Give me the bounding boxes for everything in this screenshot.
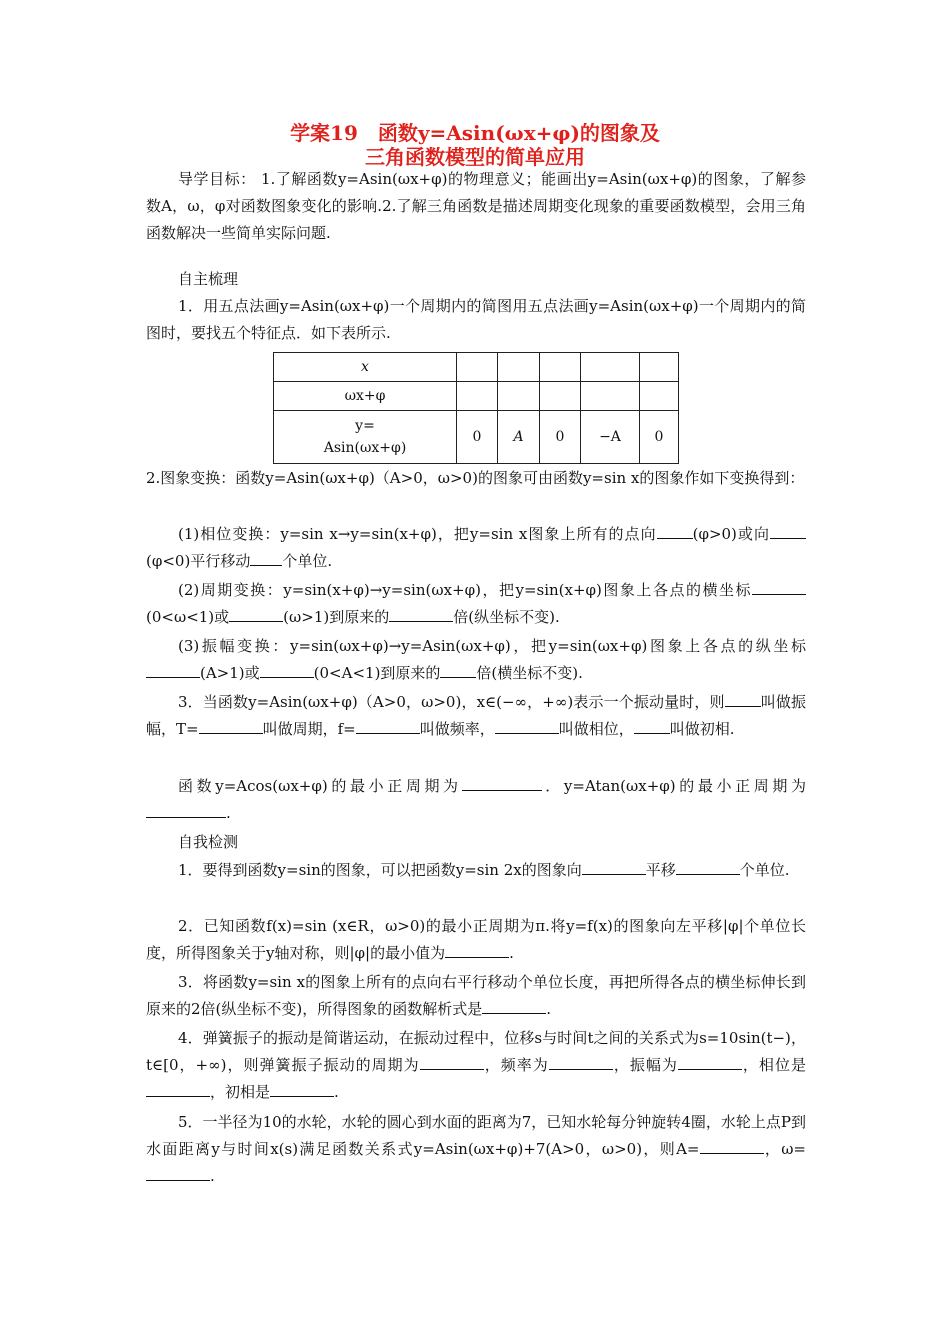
answer-blank[interactable] <box>770 523 806 539</box>
answer-blank[interactable] <box>676 859 740 875</box>
table-row <box>274 382 679 411</box>
answer-blank[interactable] <box>634 718 670 734</box>
five-point-table <box>273 352 679 464</box>
table-cell-y-value: 0 <box>457 411 498 464</box>
answer-blank[interactable] <box>752 579 806 595</box>
table-cell <box>640 353 679 382</box>
table-cell-y-value: −A <box>581 411 640 464</box>
item3-cos-paragraph: 函数y=Acos(ωx+φ)的最小正周期为 ．y=Atan(ωx+φ)的最小正周期为. <box>146 773 806 827</box>
question-4: 4．弹簧振子的振动是简谐运动，在振动过程中，位移s与时间t之间的关系式为s=10sin(t−)，t∈[0，+∞)，则弹簧振子振动的周期为 ，频率为 ，振幅为 ，相位是，初相是 . <box>146 1029 806 1101</box>
page-subtitle: 三角函数模型的简单应用 <box>365 145 585 169</box>
answer-blank[interactable] <box>482 998 546 1014</box>
table-cell <box>457 382 498 411</box>
answer-blank[interactable] <box>582 859 646 875</box>
question-5: 5．一半径为10的水轮，水轮的圆心到水面的距离为7，已知水轮每分钟旋转4圈，水轮上点P到水面距离y与时间x(s)满足函数关系式y=Asin(ωx+φ)+7(A>0，ω>0)，则A= ，ω=. <box>146 1113 806 1185</box>
table-cell-y-value: 0 <box>640 411 679 464</box>
objectives-label: 导学目标： <box>178 170 256 188</box>
item2-amplitude: (3)振幅变换：y=sin(ωx+φ)→y=Asin(ωx+φ)，把y=sin(ωx+φ)图象上各点的纵坐标(A>1)或 (0<A<1)到原来的 倍(横坐标不变). <box>146 633 806 687</box>
table-cell <box>540 382 581 411</box>
table-cell <box>498 353 540 382</box>
answer-blank[interactable] <box>725 691 761 707</box>
answer-blank[interactable] <box>700 1138 764 1154</box>
table-cell <box>581 353 640 382</box>
answer-blank[interactable] <box>260 662 314 678</box>
answer-blank[interactable] <box>146 1081 210 1097</box>
table-cell <box>498 382 540 411</box>
page-title: 学案19 函数y=Asin(ωx+φ)的图象及 <box>290 121 660 145</box>
answer-blank[interactable] <box>389 606 453 622</box>
answer-blank[interactable] <box>146 1165 210 1181</box>
question-1: 1．要得到函数y=sin的图象，可以把函数y=sin 2x的图象向 平移 个单位. <box>178 861 790 879</box>
item3-paragraph: 3．当函数y=Asin(ωx+φ)（A>0，ω>0)，x∈(−∞，+∞)表示一个振动量时，则 叫做振幅，T= 叫做周期，f= 叫做频率， 叫做相位， 叫做初相. <box>146 693 806 738</box>
table-cell-x: x <box>274 353 457 382</box>
section-heading-self-test: 自我检测 <box>178 833 239 851</box>
answer-blank[interactable] <box>657 523 693 539</box>
table-cell-y-value: 0 <box>540 411 581 464</box>
question-3: 3．将函数y=sin x的图象上所有的点向右平行移动个单位长度，再把所得各点的横坐标伸长到原来的2倍(纵坐标不变)，所得图象的函数解析式是 . <box>146 973 806 1018</box>
answer-blank[interactable] <box>356 718 420 734</box>
answer-blank[interactable] <box>420 1054 484 1070</box>
table-cell <box>540 353 581 382</box>
answer-blank[interactable] <box>250 550 282 566</box>
answer-blank[interactable] <box>445 942 509 958</box>
item2-period: (2)周期变换：y=sin(x+φ)→y=sin(ωx+φ)，把y=sin(x+φ)图象上各点的横坐标(0<ω<1)或 (ω>1)到原来的 倍(纵坐标不变). <box>146 577 806 631</box>
table-cell <box>581 382 640 411</box>
section-heading-review: 自主梳理 <box>178 270 239 288</box>
question-2: 2．已知函数f(x)=sin (x∈R，ω>0)的最小正周期为π.将y=f(x)的图象向左平移|φ|个单位长度，所得图象关于y轴对称，则|φ|的最小值为 . <box>146 917 806 962</box>
table-cell-y-value: A <box>498 411 540 464</box>
table-row <box>274 353 679 382</box>
answer-blank[interactable] <box>549 1054 613 1070</box>
table-cell-y: y= Asin(ωx+φ) <box>274 411 457 464</box>
answer-blank[interactable] <box>462 775 542 791</box>
answer-blank[interactable] <box>146 662 200 678</box>
table-row <box>274 411 679 464</box>
table-cell <box>640 382 679 411</box>
item1-paragraph: 1．用五点法画y=Asin(ωx+φ)一个周期内的简图用五点法画y=Asin(ωx+φ)一个周期内的简图时，要找五个特征点．如下表所示. <box>146 297 806 342</box>
objectives-paragraph <box>146 166 806 247</box>
table-cell <box>457 353 498 382</box>
item2-phase: (1)相位变换：y=sin x→y=sin(x+φ)，把y=sin x图象上所有的点向 (φ>0)或向(φ<0)平行移动 个单位. <box>146 521 806 575</box>
answer-blank[interactable] <box>678 1054 742 1070</box>
answer-blank[interactable] <box>229 606 283 622</box>
answer-blank[interactable] <box>440 662 476 678</box>
answer-blank[interactable] <box>199 718 263 734</box>
item2-intro: 2.图象变换：函数y=Asin(ωx+φ)（A>0，ω>0)的图象可由函数y=sin x的图象作如下变换得到： <box>146 469 805 487</box>
objectives-text: 1.了解函数y=Asin(ωx+φ)的物理意义；能画出y=Asin(ωx+φ)的图象，了解参数A，ω，φ对函数图象变化的影响.2.了解三角函数是描述周期变化现象的重要函数模型，会用三角函数解决一些简单实际问题. <box>146 170 806 242</box>
answer-blank[interactable] <box>495 718 559 734</box>
answer-blank[interactable] <box>270 1081 334 1097</box>
answer-blank[interactable] <box>146 802 226 818</box>
table-cell-phase: ωx+φ <box>274 382 457 411</box>
